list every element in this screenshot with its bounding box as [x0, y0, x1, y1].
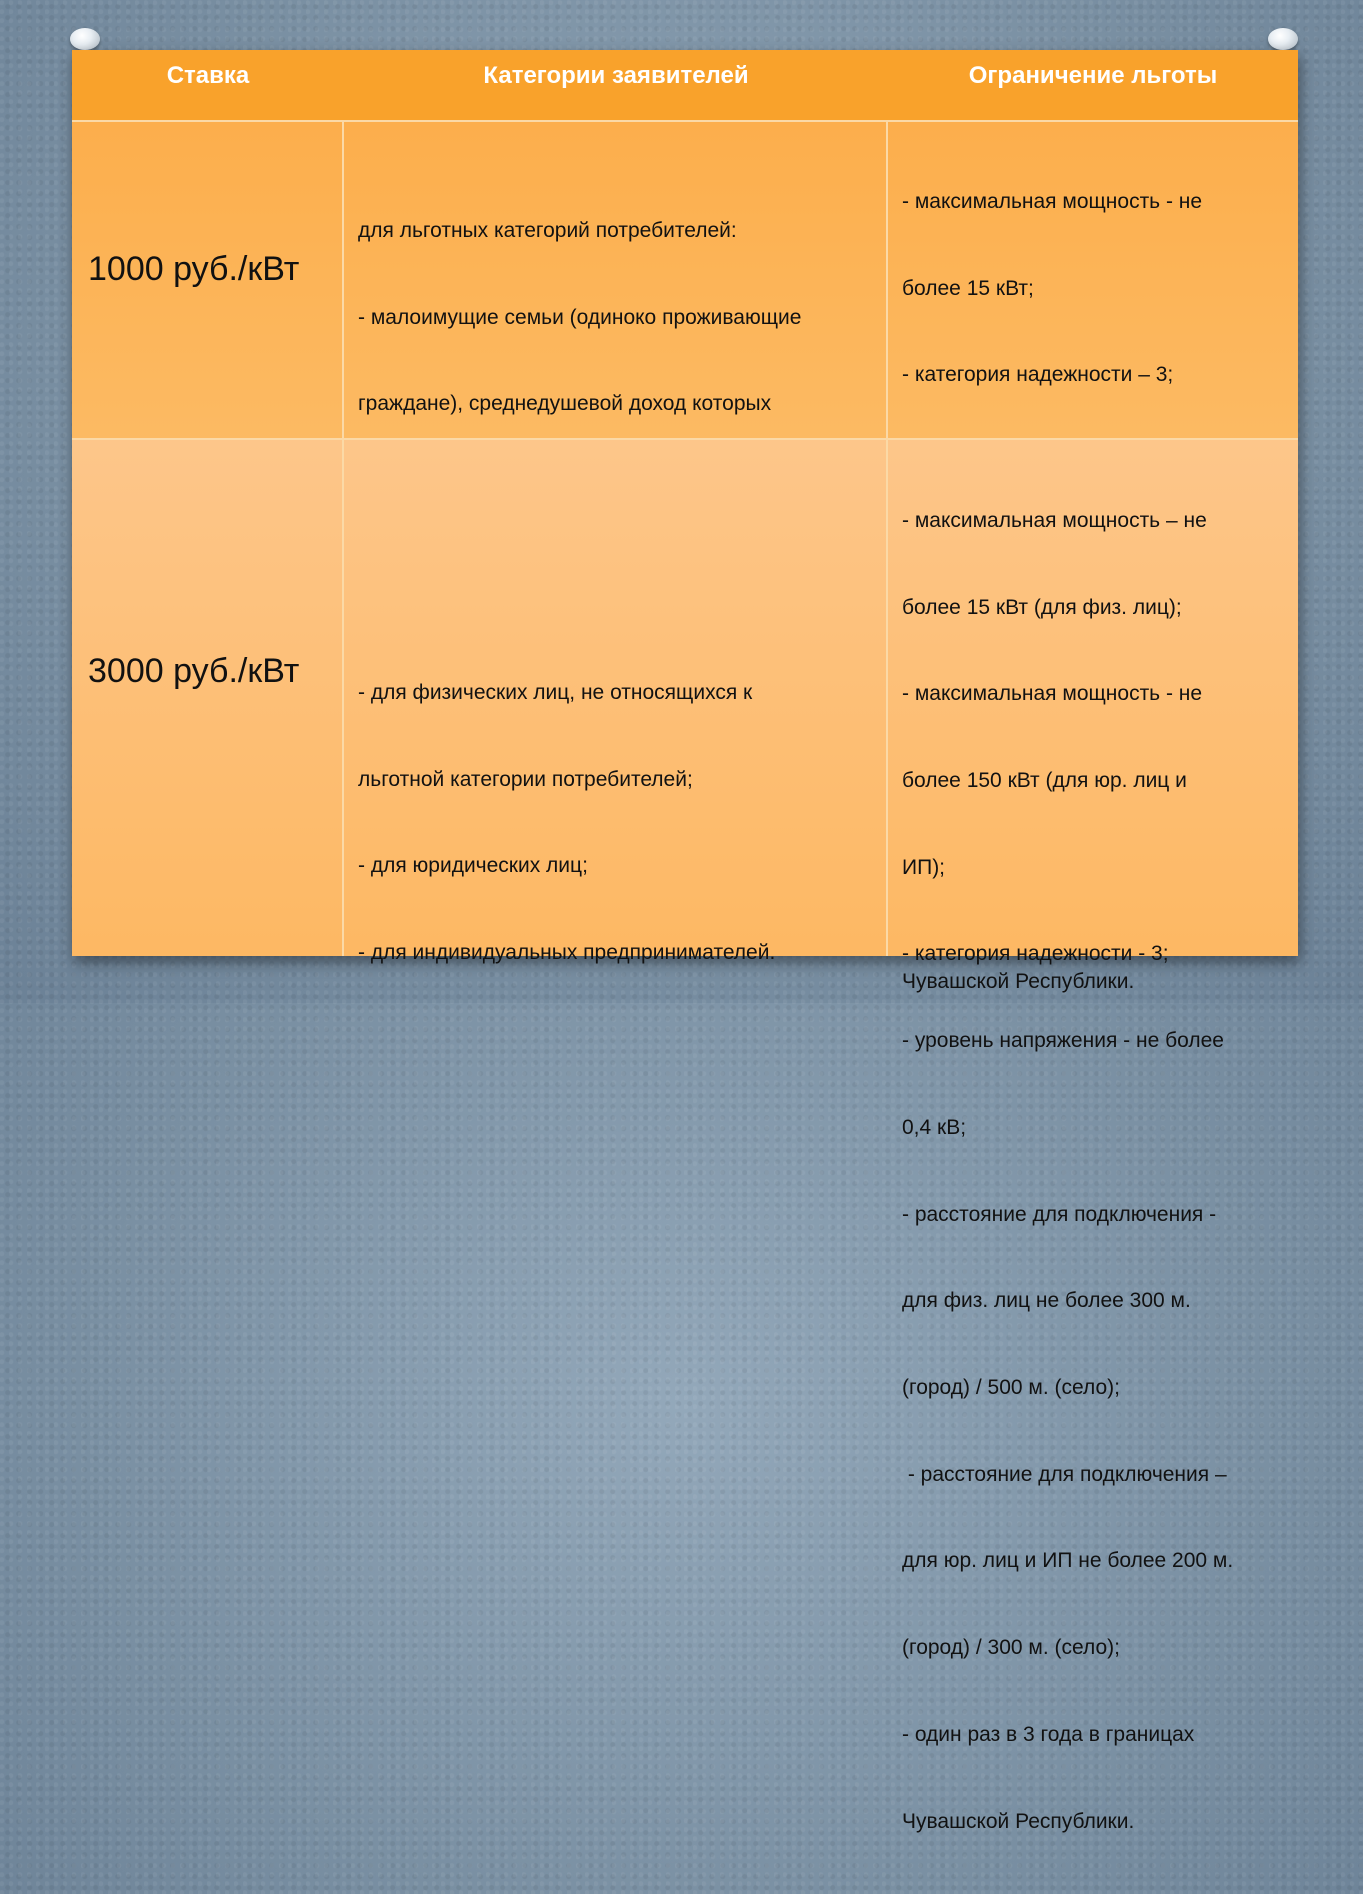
text-line: (город) / 500 м. (село);	[902, 1376, 1120, 1399]
limitation-cell	[888, 440, 1298, 1833]
text-line: более 150 кВт (для юр. лиц и	[902, 768, 1187, 792]
row-divider	[72, 438, 1298, 440]
text-line: - категория надежности – 3;	[902, 363, 1174, 387]
header-rate: Ставка	[166, 62, 250, 89]
text-line: - максимальная мощность – не	[902, 508, 1207, 532]
tariff-table	[72, 50, 1298, 1833]
text-line: - уровень напряжения - не более	[902, 1029, 1224, 1053]
table-row	[72, 440, 1298, 1833]
rate-cell	[72, 122, 344, 440]
text-line: - максимальная мощность - не	[902, 682, 1203, 706]
header-categories: Категории заявителей	[483, 62, 749, 89]
text-line: (город) / 300 м. (село);	[902, 1636, 1120, 1660]
rate-value: 1000 руб./кВт	[88, 250, 300, 288]
text-line: - для индивидуальных предпринимателей.	[358, 940, 776, 964]
text-line: более 15 кВт;	[902, 276, 1034, 300]
limitation-text	[902, 449, 1233, 1894]
text-line: - категория надежности - 3;	[902, 942, 1169, 966]
text-line: льготной категории потребителей;	[358, 767, 693, 791]
text-line: для юр. лиц и ИП не более 200 м.	[902, 1549, 1234, 1573]
text-line: - расстояние для подключения –	[902, 1462, 1227, 1486]
categories-text	[358, 621, 775, 1026]
text-line: для льготных категорий потребителей:	[358, 218, 737, 242]
text-line: - расстояние для подключения -	[902, 1202, 1217, 1226]
text-line: - для юридических лиц;	[358, 854, 588, 878]
text-line: 0,4 кВ;	[902, 1115, 967, 1139]
text-line: для физ. лиц не более 300 м.	[902, 1289, 1191, 1313]
text-line: более 15 кВт (для физ. лиц);	[902, 595, 1182, 619]
text-line: Чувашской Республики.	[902, 970, 1135, 994]
text-line: - максимальная мощность - не	[902, 189, 1203, 213]
table-header	[72, 50, 1298, 122]
pushpin-right-icon	[1268, 28, 1298, 50]
header-limitation: Ограничение льготы	[968, 62, 1218, 89]
text-line: ИП);	[902, 855, 946, 879]
text-line: Чувашской Республики.	[902, 1809, 1135, 1833]
text-line: - один раз в 3 года в границах	[902, 1722, 1195, 1746]
rate-cell	[72, 440, 344, 956]
text-line: - малоимущие семьи (одиноко проживающие	[358, 305, 802, 329]
text-line: - для физических лиц, не относящихся к	[358, 680, 753, 704]
header-divider	[72, 120, 1298, 122]
categories-cell	[344, 440, 888, 964]
pushpin-left-icon	[70, 28, 100, 50]
text-line: граждане), среднедушевой доход которых	[358, 392, 772, 416]
categories-cell	[344, 122, 888, 440]
rate-value: 3000 руб./кВт	[88, 652, 300, 690]
